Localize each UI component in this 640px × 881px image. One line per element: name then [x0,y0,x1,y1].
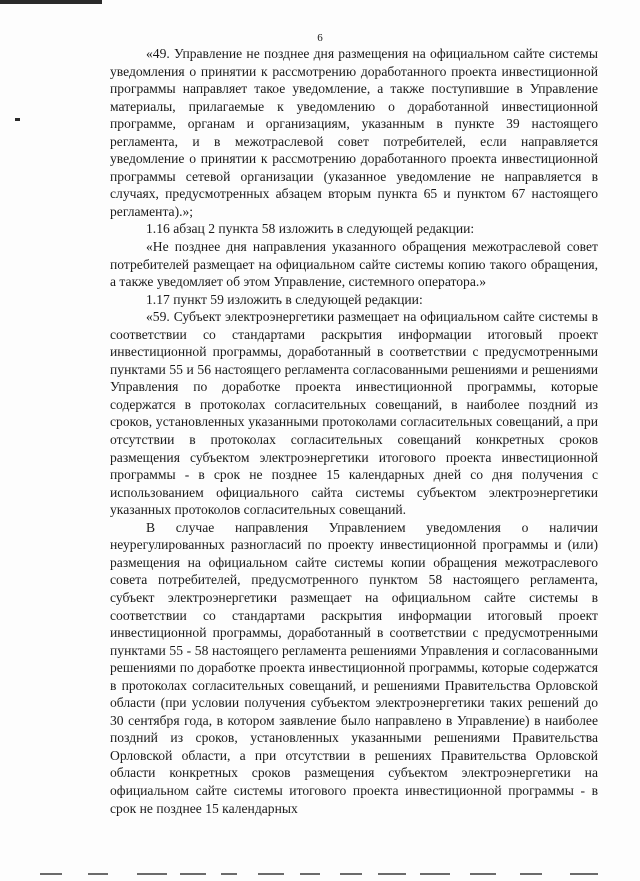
paragraph-point-59-part-2: В случае направления Управлением уведомления о наличии неурегулированных разногласий по проекту инвестиционной программы и (или) размещения на официальном сайте системы копии обращения межотраслевого совета потребителей, предусмотренного пунктом 58 настоящего регламента, субъект электроэнергетики размещает на официальном сайте системы в соответствии со стандартами раскрытия информации итоговый проект инвестиционной программы, доработанный в соответствии с предусмотренными пунктами 55 - 58 настоящего регламента решениями Управления и согласованными решениями по доработке проекта инвестиционной программы, которые содержатся в протоколах согласительных совещаний, и решениями Правительства Орловской области (при условии получения субъектом электроэнергетики таких решений до 30 сентября года, в котором заявление было направлено в Управление) в наиболее поздний из сроков, установленных указанными решениями Правительства Орловской области, а при отсутствии в решениях Правительства Орловской области конкретных сроков размещения субъектом электроэнергетики на официальном сайте системы итогового проекта инвестиционной программы - в срок не позднее 15 календарных [110,519,598,816]
document-body [110,45,598,817]
margin-mark [15,118,20,121]
scan-edge-mark [0,0,102,4]
paragraph-point-59: «59. Субъект электроэнергетики размещает на официальном сайте системы в соответствии со стандартами раскрытия информации итоговый проект инвестиционной программы, доработанный в соответствии с предусмотренными пунктами 55 и 56 настоящего регламента согласованными решениями и решениями Управления по доработке проекта инвестиционной программы, которые содержатся в протоколах согласительных совещаний, в наиболее поздний из сроков, установленных указанными протоколами согласительных совещаний, а при отсутствии в протоколах согласительных совещаний конкретных сроков размещения субъектом электроэнергетики итогового проекта инвестиционной программы - в срок не позднее 15 календарных дней со дня получения с использованием официального сайта системы субъектом электроэнергетики указанных протоколов согласительных совещаний. [110,309,598,518]
paragraph-point-58-text: «Не позднее дня направления указанного обращения межотраслевой совет потребителей размещает на официальном сайте системы копию такого обращения, а также уведомляет об этом Управление, системного оператора.» [110,239,598,290]
paragraph-amendment-1-16: 1.16 абзац 2 пункта 58 изложить в следующей редакции: [146,221,475,237]
paragraph-point-49: «49. Управление не позднее дня размещения на официальном сайте системы уведомления о принятии к рассмотрению доработанного проекта инвестиционной программы направляет такое уведомление, а также поступившие в Управление материалы, прилагаемые к уведомлению о доработанной инвестиционной программе, органам и организациям, указанным в пункте 39 настоящего регламента, и в межотраслевой совет потребителей, если направляется уведомление о принятии к рассмотрению доработанного проекта инвестиционной программы сетевой организации (указанное уведомление не направляется в случаях, предусмотренных абзацем вторым пункта 65 и пунктом 67 настоящего регламента).»; [110,46,598,219]
page-number: 6 [317,32,323,44]
paragraph-amendment-1-17: 1.17 пункт 59 изложить в следующей редакции: [146,291,423,307]
scan-bottom-artifacts [0,868,640,881]
